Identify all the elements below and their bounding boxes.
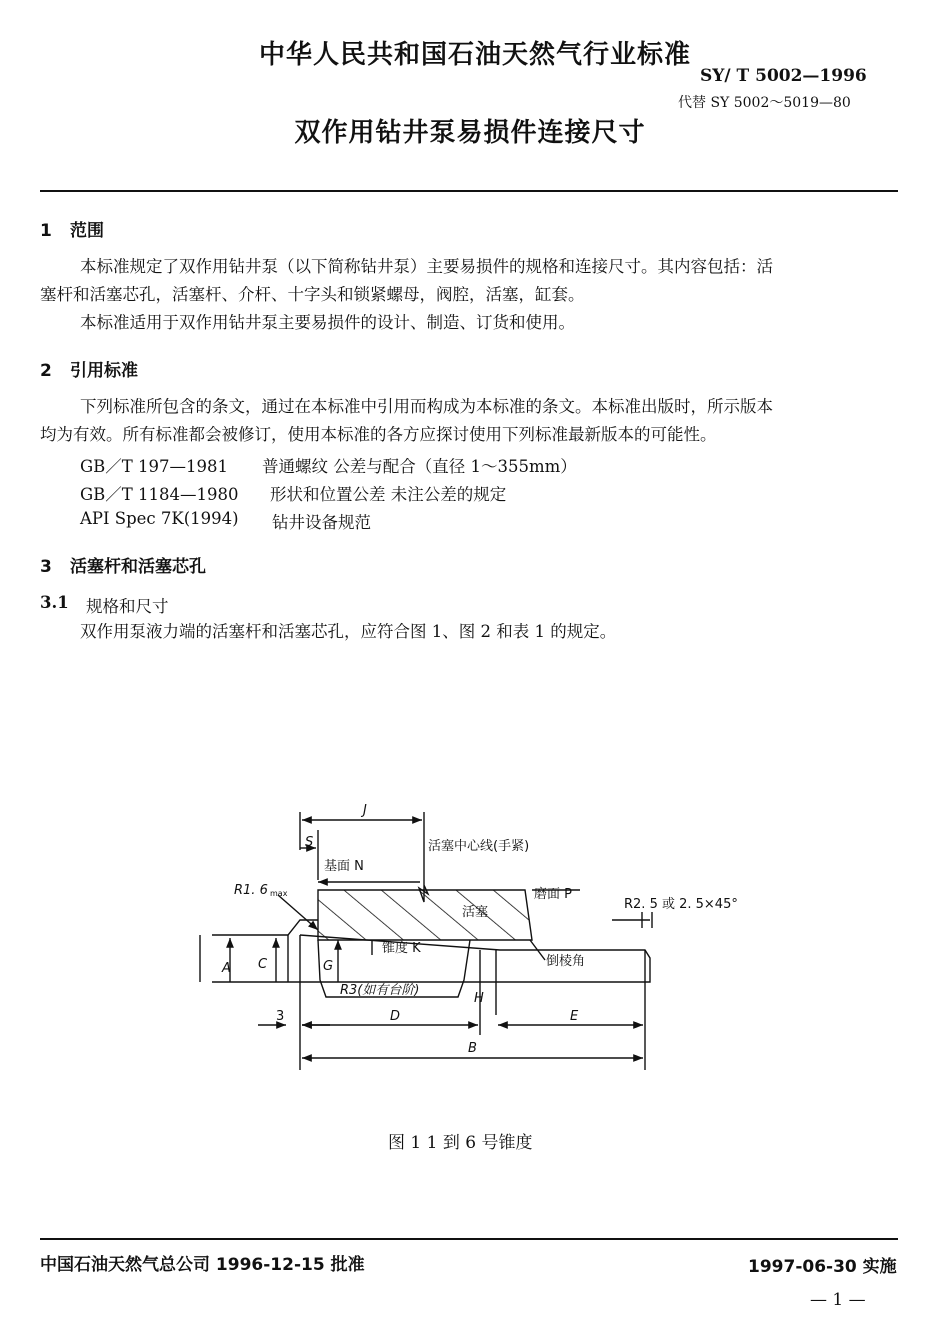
header-divider bbox=[40, 190, 898, 192]
reference-code: API Spec 7K(1994) bbox=[80, 509, 239, 528]
label-h: H bbox=[474, 991, 484, 1006]
section-number: 2 bbox=[40, 361, 52, 381]
label-piston: 活塞 bbox=[462, 905, 489, 920]
subsection-title: 规格和尺寸 bbox=[86, 597, 169, 616]
org-title: 中华人民共和国石油天然气行业标准 bbox=[258, 40, 691, 70]
section-number: 3 bbox=[40, 557, 52, 577]
section-3-heading bbox=[40, 552, 206, 577]
label-r25: R2. 5 或 2. 5×45° bbox=[624, 897, 738, 912]
reference-title: 普通螺纹 公差与配合（直径 1～355mm） bbox=[262, 457, 577, 476]
reference-code: GB／T 197—1981 bbox=[80, 457, 229, 476]
standard-code: SY/ T 5002—1996 bbox=[700, 66, 867, 86]
r16-leader bbox=[278, 895, 318, 930]
label-g: G bbox=[323, 959, 334, 974]
reference-title: 钻井设备规范 bbox=[272, 513, 371, 532]
label-grind-p: 磨面 P bbox=[534, 887, 572, 902]
label-3: 3 bbox=[276, 1009, 285, 1024]
section-1-para1-line2: 塞杆和活塞芯孔，活塞杆、介杆、十字头和锁紧螺母，阀腔，活塞，缸套。 bbox=[40, 285, 585, 304]
piston-body bbox=[318, 890, 532, 940]
rod-outline bbox=[212, 920, 318, 935]
section-number: 1 bbox=[40, 221, 52, 241]
section-title: 范围 bbox=[70, 221, 104, 241]
label-b: B bbox=[468, 1041, 477, 1056]
label-d: D bbox=[390, 1009, 401, 1024]
section-1-para1-line1: 本标准规定了双作用钻井泵（以下简称钻井泵）主要易损件的规格和连接尺寸。其内容包括：活 bbox=[80, 257, 773, 276]
figure-caption: 图 1 1 到 6 号锥度 bbox=[388, 1133, 533, 1153]
label-r16-sub: max bbox=[270, 889, 288, 898]
replaces-note: 代替 SY 5002～5019—80 bbox=[678, 95, 851, 111]
reference-title: 形状和位置公差 未注公差的规定 bbox=[270, 485, 507, 504]
section-2-para-line2: 均为有效。所有标准都会被修订，使用本标准的各方应探讨使用下列标准最新版本的可能性。 bbox=[40, 425, 717, 444]
subsection-number: 3.1 bbox=[40, 593, 69, 612]
label-j: J bbox=[363, 803, 367, 818]
section-title: 引用标准 bbox=[70, 361, 138, 381]
label-c: C bbox=[258, 957, 268, 972]
section-3-para: 双作用泵液力端的活塞杆和活塞芯孔，应符合图 1、图 2 和表 1 的规定。 bbox=[80, 622, 617, 641]
approval-note: 中国石油天然气总公司 1996-12-15 批准 bbox=[40, 1255, 365, 1275]
reference-code: GB／T 1184—1980 bbox=[80, 485, 239, 504]
label-a: A bbox=[222, 961, 231, 976]
section-1-heading bbox=[40, 216, 104, 241]
label-s: S bbox=[305, 835, 314, 850]
figure-1-diagram bbox=[0, 790, 950, 1090]
label-base-n: 基面 N bbox=[324, 859, 364, 874]
footer-divider bbox=[40, 1238, 898, 1240]
label-centerline: 活塞中心线(手紧) bbox=[428, 839, 530, 854]
section-title: 活塞杆和活塞芯孔 bbox=[70, 557, 206, 577]
page-number: — 1 — bbox=[810, 1290, 866, 1310]
section-1-para2: 本标准适用于双作用钻井泵主要易损件的设计、制造、订货和使用。 bbox=[80, 313, 575, 332]
label-chamfer: 倒棱角 bbox=[546, 954, 586, 969]
section-2-para-line1: 下列标准所包含的条文，通过在本标准中引用而构成为本标准的条文。本标准出版时，所示版本 bbox=[80, 397, 773, 416]
section-2-heading bbox=[40, 356, 138, 381]
label-e: E bbox=[570, 1009, 579, 1024]
document-title: 双作用钻井泵易损件连接尺寸 bbox=[294, 118, 646, 148]
effective-date: 1997-06-30 实施 bbox=[748, 1257, 897, 1277]
label-taper-k: 锥度 K bbox=[382, 941, 421, 956]
label-r16: R1. 6 bbox=[234, 883, 268, 898]
label-r3: R3(如有台阶) bbox=[340, 983, 420, 998]
